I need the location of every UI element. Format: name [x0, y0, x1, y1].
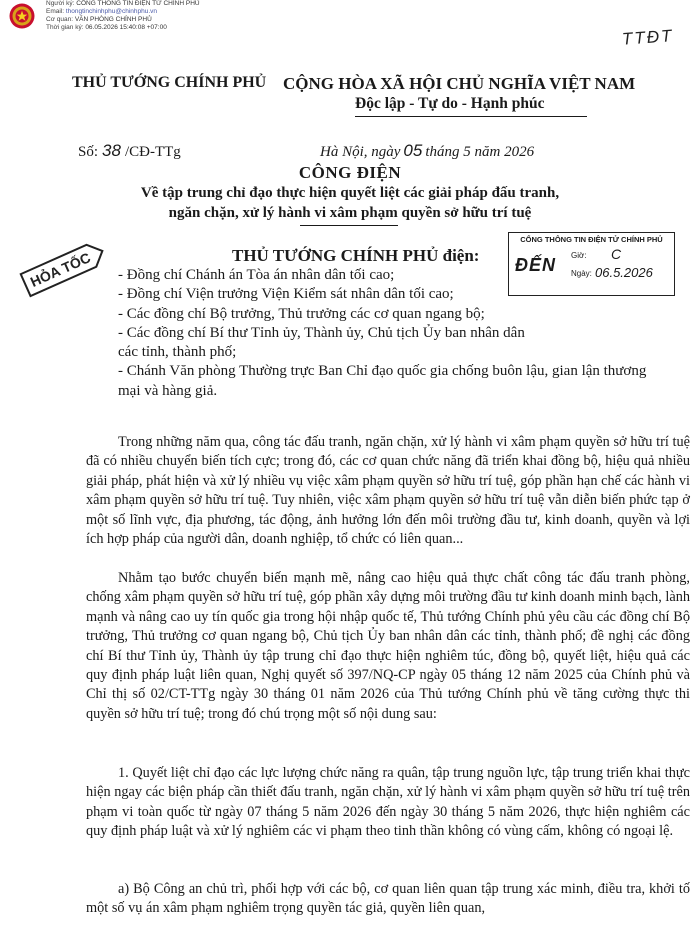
document-date [320, 141, 534, 161]
document-type: CÔNG ĐIỆN [298, 163, 402, 182]
handwritten-mark: TTĐT [621, 26, 675, 49]
subject-line-1: Về tập trung chỉ đạo thực hiện quyết liệt các giải pháp đấu tranh, [140, 185, 560, 201]
national-emblem-icon [8, 2, 36, 30]
received-stamp-ngay-label: Ngày: [571, 269, 592, 278]
email-label: Email: [46, 8, 65, 15]
doc-number-suffix: /CĐ-TTg [124, 144, 181, 160]
body-paragraph-3: 1. Quyết liệt chỉ đạo các lực lượng chức năng ra quân, tập trung nguồn lực, tập trung triển khai thực hiện ngay các biện pháp cần thiết đấu tranh, ngăn chặn, xử lý hành vi xâm phạm quyền sở hữu trí tuệ trên phạm vi toàn quốc từ ngày 07 tháng 5 năm 2026 đến ngày 30 tháng 5 năm 2026, thực hiện nghiêm các quy định pháp luật và xử lý nghiêm các vi phạm theo tinh thần không có vùng cấm, không có ngoại lệ. [86, 765, 690, 840]
received-stamp-gio-value: C [611, 246, 622, 262]
recipient-item: - Đồng chí Chánh án Tòa án nhân dân tối cao; [118, 267, 395, 283]
subject-underline [300, 225, 398, 226]
date-prefix: Hà Nội, ngày [320, 144, 401, 160]
agency-label: Cơ quan: [46, 16, 74, 23]
received-stamp-gio-label: Giờ: [571, 251, 587, 260]
signer-label: Người ký: [46, 0, 75, 7]
subject-line-2: ngăn chặn, xử lý hành vi xâm phạm quyền sở hữu trí tuệ [168, 205, 532, 221]
received-stamp-den: ĐẾN [515, 255, 557, 275]
sender-line: THỦ TƯỚNG CHÍNH PHỦ điện: [232, 246, 480, 265]
document-number [78, 141, 181, 161]
recipient-item: - Đồng chí Viện trưởng Viện Kiểm sát nhân dân tối cao; [118, 286, 454, 303]
digital-signature-info [46, 0, 200, 32]
national-motto: Độc lập - Tự do - Hạnh phúc [355, 95, 545, 112]
body-paragraph-4: a) Bộ Công an chủ trì, phối hợp với các bộ, cơ quan liên quan tập trung xác minh, điều tra, khởi tố một số vụ án xâm phạm nghiêm trọng quyền tác giả, quyền liên quan, [86, 881, 690, 917]
document-subject [0, 183, 700, 223]
body-paragraph-2: Nhằm tạo bước chuyển biến mạnh mẽ, nâng cao hiệu quả thực chất công tác đấu tranh phòng, chống xâm phạm quyền sở hữu trí tuệ, góp phần xây dựng môi trường đầu tư kinh doanh minh bạch, lành mạnh và nâng cao uy tín quốc gia trong hội nhập quốc tế, Thủ tướng Chính phủ yêu cầu các đồng chí Bộ trưởng, Thủ trưởng cơ quan ngang bộ, Chủ tịch Ủy ban nhân dân các tỉnh, thành phố; đề nghị các đồng chí Bí thư Tỉnh ủy, Thành ủy tập trung chỉ đạo thực hiện nghiêm túc, đồng bộ, quyết liệt, hiệu quả các quy định pháp luật liên quan, Nghị quyết số 397/NQ-CP ngày 05 tháng 12 năm 2025 của Chính phủ và Chỉ thị số 02/CT-TTg ngày 30 tháng 01 năm 2026 của Thủ tướng Chính phủ về tăng cường thực thi quyền sở hữu trí tuệ; trong đó chú trọng một số nội dung sau: [86, 570, 690, 722]
received-stamp-ngay-value: 06.5.2026 [595, 265, 653, 280]
motto-underline [355, 116, 587, 117]
urgent-stamp [18, 237, 110, 298]
recipient-item: - Các đồng chí Bí thư Tỉnh ủy, Thành ủy, Chủ tịch Ủy ban nhân dân các tỉnh, thành phố; [118, 324, 525, 361]
urgent-stamp-text: HỎA TỐC [27, 249, 93, 290]
doc-number-prefix: Số: [78, 144, 99, 160]
body-paragraph-1: Trong những năm qua, công tác đấu tranh, ngăn chặn, xử lý hành vi xâm phạm quyền sở hữu trí tuệ đã có nhiều chuyển biến tích cực; trong đó, các cơ quan chức năng đã triển khai đồng bộ, hiệu quả nhiều giải pháp, phát hiện và xử lý nhiều vụ việc xâm phạm quyền sở hữu trí tuệ, góp phần hạn chế các hành vi xâm phạm quyền sở hữu trí tuệ. Tuy nhiên, việc xâm phạm quyền sở hữu trí tuệ vẫn diễn biến phức tạp ở một số lĩnh vực, địa phương, tác động, ảnh hưởng lớn đến môi trường đầu tư, kinh doanh, quyền và lợi ích hợp pháp của người dân, doanh nghiệp, tổ chức có liên quan... [86, 434, 690, 548]
signer-agency: VĂN PHÒNG CHÍNH PHỦ [74, 16, 152, 23]
signer-email: thongtinchinhphu@chinhphu.vn [65, 8, 158, 15]
sign-time: 06.05.2026 15:40:08 +07:00 [85, 24, 167, 31]
recipient-item: - Chánh Văn phòng Thường trực Ban Chỉ đạo quốc gia chống buôn lậu, gian lận thương mại và hàng giả. [118, 363, 647, 399]
date-rest: tháng 5 năm 2026 [425, 144, 535, 160]
sign-time-label: Thời gian ký: [46, 24, 84, 31]
nation-title: CỘNG HÒA XÃ HỘI CHỦ NGHĨA VIỆT NAM [283, 74, 636, 93]
signer-name: CỔNG THÔNG TIN ĐIỆN TỬ CHÍNH PHỦ [76, 0, 200, 7]
doc-number-value: 38 [102, 141, 121, 160]
date-day: 05 [403, 141, 423, 160]
received-stamp-title: CỔNG THÔNG TIN ĐIỆN TỬ CHÍNH PHỦ [520, 235, 663, 244]
recipient-item: - Các đồng chí Bộ trưởng, Thủ trưởng các cơ quan ngang bộ; [118, 305, 485, 322]
issuer-title: THỦ TƯỚNG CHÍNH PHỦ [72, 74, 267, 91]
